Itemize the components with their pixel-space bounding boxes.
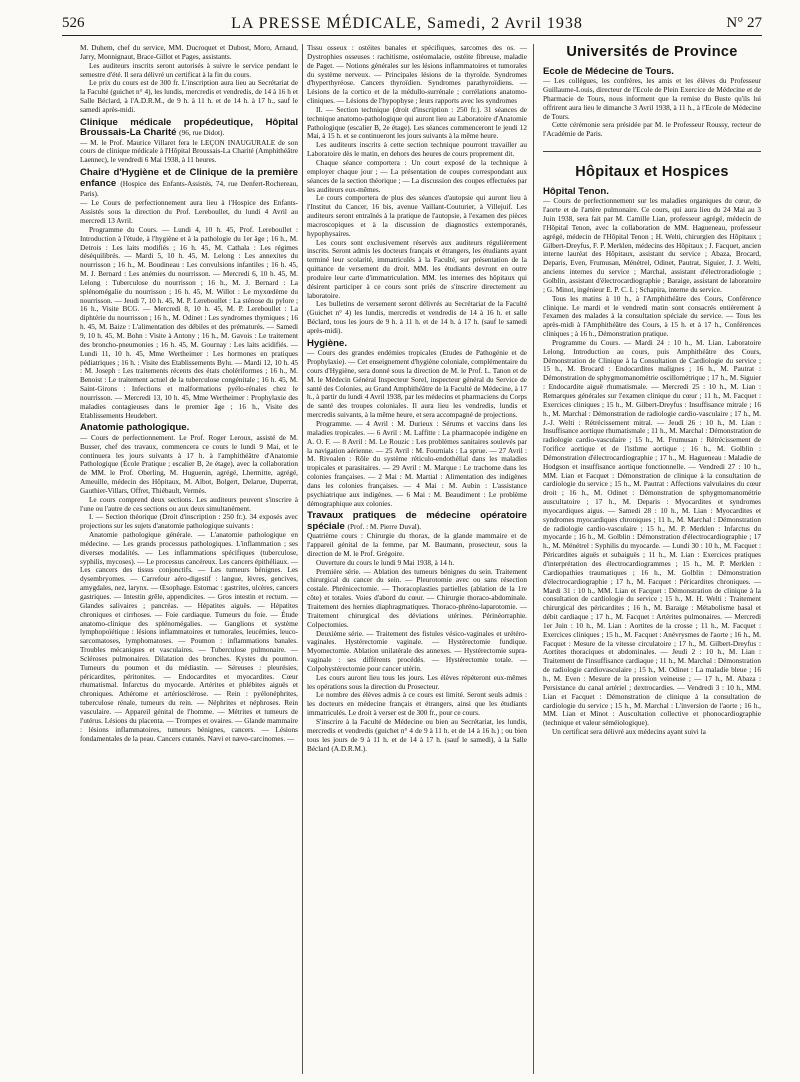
section-heading: Travaux pratiques de médecine opératoire spéciale (Prof. : M. Pierre Duval). bbox=[307, 510, 527, 532]
paragraph: M. Duhem, chef du service, MM. Ducroquet et Dubost, Moro, Arnaud, Jarry, Monnignaut, Brace-Gillot et Pages, assistants. bbox=[80, 44, 298, 61]
paragraph: Ouverture du cours le lundi 9 Mai 1938, à 14 h. bbox=[316, 558, 455, 567]
paragraph: Le cours comprend deux sections. Les auditeurs peuvent s'inscrire à l'une ou l'autre de ces sections ou aux deux simultanément. bbox=[80, 495, 298, 513]
paragraph: Programme du Cours. — Lundi 4, 10 h. 45, Prof. Lereboullet : Introduction à l'étude, à l'hygiène et à la pathologie du 1er âge ; 16 h., M. Detrois : Les laits modifiés ; 16 h. 45, M. Cathala : Les régimes déséquilibrés. — Mardi 5, 10 h. 45, M. Lelong : Les annexites du nourrisson ; 16 h., M. Boudineau : Les convulsions infantiles ; 16 h. 45, M. J. Bernard : Les anémies du nourrisson. — Mercredi 6, 10 h. 45, M. Lelong : Tuberculose du nourrisson ; 16 h., M. J. Bernard : La splénomégalie du nourrisson ; 16 h. 45, M. Willot : Le myxœdème du nourrisson. — Jeudi 7, 10 h. 45, M. P. Lereboullet : La sténose du pylore ; 16 h., Visite BCG. — Mercredi 8, 10 h. 45, M. P. Lereboullet : La diphtérie du nourrisson ; 16 h., M. Odinet : Les syndromes thymiques ; 16 h. 45, M. Baize : L'alimentation des débiles et des prématurés. — Samedi 9, 10 h. 45, M. Bohn : Visite à Antony ; 16 h., M. Gavois : Le traitement des broncho-pneumonies ; 16 h. 45, M. Gournay : Les laits acidifiés. — Lundi 11, 10 h. 45, Mme Wertheimer : Les hormones en pratiques pédiatriques ; 16 h. : Visite des Etablissements Bylu. — Mardi 12, 10 h. 45 : M. Joseph : Les traitements récents des états cholériformes ; 16 h., M. Benoist : Le traitement actuel de la tuberculose congénitale ; 16 h. 45, M. Saint-Girons : Infections et malformations pyélo-rénales chez le nourrisson. — Mercredi 13, 10 h. 45, Mme Wertheimer : Prophylaxie des maladies contagieuses dans le premier âge ; 16 h., Visite des Etablissements Heudebert. bbox=[80, 225, 298, 420]
paragraph: Quatrième cours : Chirurgie du thorax, de la glande mammaire et de l'appareil génital de la femme, par M. Baumann, prosecteur, sous la direction de M. le Prof. Grégoire. bbox=[307, 532, 527, 558]
paragraph: — Les collègues, les confrères, les amis et les élèves du Professeur Guillaume-Louis, directeur de l'Ecole de Plein Exercice de Médecine et de Pharmacie de Tours, nous informent que la remise du Buste qu'ils lui offrirent aura lieu le dimanche 3 Avril 1938, à 11 h., à l'Ecole de Médecine de Tours. bbox=[543, 77, 761, 121]
paragraph: — Le Cours de perfectionnement aura lieu à l'Hospice des Enfants-Assistés sous la direction du Prof. Lereboullet, du lundi 4 Avril au mercredi 13 Avril. bbox=[80, 199, 298, 225]
paragraph: — Cours des grandes endémies tropicales (Etudes de Pathogénie et de Prophylaxie). — Cet enseignement d'hygiène coloniale, complémentaire du cours d'Hygiène, sera donné sous la direction de M. le Prof. L. Tanon et de M. le Médecin Général Inspecteur Sorel, inspecteur général du Service de santé des Colonies, au Grand Amphithéâtre de la Faculté de Médecine, à 17 h., à partir du lundi 4 Avril 1938, par les médecins et pharmaciens du Corps de santé des troupes coloniales. Il aura lieu les vendredis, lundis et mercredis suivants, à la même heure, et sera accompagné de projections. bbox=[307, 349, 527, 420]
section-heading: Chaire d'Hygiène et de Clinique de la première enfance (Hospice des Enfants-Assistés, 74, rue Denfert-Rochereau, Paris). bbox=[80, 167, 298, 198]
paragraph: I. — Section théorique (Droit d'inscription : 250 fr.). 34 exposés avec projections sur les sujets d'anatomie pathologique suivants : bbox=[80, 513, 298, 531]
section-heading: Ecole de Médecine de Tours. bbox=[543, 65, 674, 77]
paragraph: S'inscrire à la Faculté de Médecine ou bien au Secrétariat, les lundis, mercredis et vendredis (guichet n° 4 de 9 à 11 h. et de 14 à 16 h.) ; ou bien tous les jours de 9 à 11 h. et de 14 à 17 h. (sauf le samedi), à la Salle Béclard (A.D.R.M.). bbox=[307, 717, 527, 753]
column-left bbox=[80, 44, 298, 1070]
journal-title: LA PRESSE MÉDICALE, Samedi, 2 Avril 1938 bbox=[231, 14, 583, 32]
paragraph: Tissu osseux : ostéites banales et spécifiques, sarcomes des os. — Dystrophies osseuses : rachitisme, ostéomalacie, ostéite fibreuse, maladie de Paget. — Notions générales sur les lésions inflammatoires et tumorales du système nerveux. — Principales lésions de la thyroïde. Syndromes d'hyperthyréose. Cancers thyroïdien. Syndromes parathyroïdiens. — Lésions de la cortico et de la médullo-surrénale ; corrélations anatomo-cliniques. — Lésions de l'hypophyse ; leurs rapports avec les syndromes bbox=[307, 44, 527, 106]
column-right bbox=[543, 44, 761, 1070]
paragraph: Première série. — Ablation des tumeurs bénignes du sein. Traitement chirurgical du cancer du sein. — Pleurotomie avec ou sans résection costale. Phrénicectomie. — Thoracoplasties partielles (ablation de la 1re côte) et totales. Voies d'abord du cœur. — Chirurgie thoraco-abdominale. Traitement des hernies diaphragmatiques. Thoraco-phréno-laparotomie. — Traitement chirurgical des déviations utérines. Périnéorraphie. Colpectomies. bbox=[307, 567, 527, 629]
paragraph: Tous les matins à 10 h., à l'Amphithéâtre des Cours, Conférence clinique. Le mardi et le vendredi matin sont consacrés entièrement à l'examen des malades à la consultation spéciale du service. — Tous les après-midi à l'Amphithéâtre des Cours, à 15 h. et à 17 h., Conférences cliniques ; à 16 h., Démonstration pratique. bbox=[543, 294, 761, 339]
column-middle bbox=[307, 44, 527, 1070]
paragraph: Anatomie pathologique générale. — L'anatomie pathologique en médecine. — Les grands processus pathologiques. L'inflammation ; ses diverses modalités. — Les inflammations spécifiques (tuberculose, syphilis, mycoses). — Le processus cancéreux. Les cancers épithéliaux. — Les cancers des tissus conjonctifs. — Les tumeurs bénignes. Les dysembryomes. — Carrefour aéro-digestif : langue, lèvres, gencives, amygdales, nez, larynx. — Œsophage. Estomac : gastrites, ulcères, cancers gastriques. — Intestin grêle, appendicites. — Gros intestin et rectum. — Glandes salivaires ; pancréas. — Hépatites aiguës. — Hépatites chroniques et cirrhoses. — Foie cardiaque. Tumeurs du foie. — Étude anatomo-clinique des splénomégalies. — Ganglions et système lymphopoïétique : lésions inflammatoires et tumorales, leucémies, leuco-sarcomatoses, lymphomatoses. — Poumon : inflammations banales. Troubles mécaniques et vasculaires. — Tuberculose pulmonaire. — Scléroses pulmonaires. Dilatation des bronches. Kystes du poumon. Tumeurs du poumon et du médiastin. — Séreuses : pleurésies, péricardites, péritonites. — Endocardites et myocardites. Cœur rhumatismal. Infarctus du myocarde. Artérites et phlébites aiguës et chroniques. Athérome et artériosclérose. — Rein : pyélonéphrites, tuberculose rénale, tumeurs du rein. — Néphrites et néphroses. Rein vasculaire. — Appareil génital de l'homme. — Métrites et tumeurs de l'utérus. Lésions du placenta. — Trompes et ovaires. — Glande mammaire : lésions inflammatoires, tumeurs bénignes, cancers. — Lésions fondamentales de la peau. Cancers cutanés. Nævi et nævo-carcinomes. — bbox=[80, 531, 298, 743]
paragraph: Deuxième série. — Traitement des fistules vésico-vaginales et urétéro-vaginales. Hystérectomie vaginale. — Hystérectomie fundique. Myomectomie. Ablation unilatérale des annexes. — Hystérectomie supra-vaginale : ses différents procédés. — Hystérectomie totale. — Colpohystérectomie pour cancer utérin. bbox=[307, 629, 527, 673]
paragraph: Le cours comportera de plus des séances d'autopsie qui auront lieu à l'Institut du Cancer, 16 bis, avenue Vaillant-Couturier, à Villejuif. Les auditeurs seront entraînés à la pratique de l'autopsie, à l'examen des pièces macroscopiques et à la discussion de diagnostics extemporanés, hypophysaires. bbox=[307, 194, 527, 238]
section-divider bbox=[543, 151, 761, 152]
paragraph: Les auditeurs inscrits à cette section technique pourront travailler au Laboratoire dès le matin, en dehors des heures de cours proprement dit. bbox=[307, 141, 527, 159]
paragraph: Les auditeurs inscrits seront autorisés à suivre le service pendant le semestre d'été. Il sera délivré un certificat à la fin du cours. bbox=[80, 61, 298, 79]
section-heading: Hygiène. bbox=[307, 337, 347, 349]
section-heading: Anatomie pathologique. bbox=[80, 422, 190, 434]
page-number: 526 bbox=[62, 15, 85, 31]
paragraph: Programme. — 4 Avril : M. Durieux : Sérums et vaccins dans les maladies tropicales. — 6 Avril : M. Laffitte : La pharmacopée indigène en A. O. F. — 8 Avril : M. Le Rouzic : Les problèmes sanitaires soulevés par la navigation aérienne. — 25 Avril : M. Fournials : La sprue. — 27 Avril : M. Rivoalen : Rôle du système réticulo-endothélial dans les maladies tropicales et parasitaires. — 29 Avril : M. Marque : Le trachome dans les colonies françaises. — 2 Mai : M. Martial : Alimentation des indigènes dans les colonies françaises. — 4 Mai : M. Aubin : L'assistance psychiatrique aux indigènes. — 6 Mai : M. Beaudiment : Le problème démographique aux colonies. bbox=[307, 420, 527, 508]
paragraph: Les cours auront lieu tous les jours. Les élèves répéteront eux-mêmes les opérations sous la direction du Prosecteur. bbox=[307, 673, 527, 691]
paragraph: — Cours de perfectionnement sur les maladies organiques du cœur, de l'aorte et de l'artère pulmonaire. Ce cours, qui aura lieu du 24 Mai au 3 Juin 1938, sera fait par M. Camille Lian, professeur agrégé, médecin de l'Hôpital Tenon, avec la collaboration de MM. Hagueneau, professeur agrégé, médecin de l'Hôpital Tenon ; H. Welti, chirurgien des Hôpitaux ; Gilbert-Dreyfus, F. P. Merklen, médecins des Hôpitaux ; J. Facquet, ancien interne lauréat des Hôpitaux, assistant du service ; Abaza, Brocard, Deparis, Even, Frumusan, Ménétrel, Odinet, Pautrat, Siguier, J. J. Welti, anciens internes du service ; Marchal, assistant d'électroradiologie ; Golblin, assistant d'électrocardiographie ; Baraige, assistant de laboratoire ; G. Minot, ingénieur E. P. C. I. ; Schapira, interne du service. bbox=[543, 197, 761, 294]
paragraph: Programme du Cours. — Mardi 24 : 10 h., M. Lian. Laboratoire Lelong. Introduction au cours, puis Amphithéâtre des Cours, Démonstration de Clinique à la Consultation de Cardiologie du service ; 15 h., M. Brocard : Endocardites malignes ; 16 h., M. Pautrat : Démonstration de sphygmomanométrie oscillométrique ; 17 h., M. Siguier : Endocardite aiguë rhumatismale. — Mercredi 25 : 10 h., M. Lian : Remarques générales sur l'examen clinique du cœur ; 11 h., M. Facquet : Exercices cliniques ; 15 h., M. Gilbert-Dreyfus : Insuffisance mitrale ; 16 h., M. Marchal : Démonstration de radiologie cardio-vasculaire ; 17 h., M. J.-J. Welti : Rétrécissement mitral. — Jeudi 26 : 10 h., M. Lian : Insuffisance aortique rhumatismale ; 11 h., M. Marchal : Démonstration de radiologie cardio-vasculaire ; 15 h., M. Frumusan : Rétrécissement de l'orifice aortique et de l'isthme aortique ; 16 h., M. Golblin : Démonstration d'électrocardiographie ; 17 h., M. Hagueneau : Maladie de Hodgson et insuffisance aortique fonctionnelle. — Vendredi 27 : 10 h., MM. Lian et Facquet : Démonstration de clinique à la consultation de cardiologie du service ; 15 h., M. Pautrat : Affections valvulaires du cœur droit ; 16 h., M. Odinet : Démonstration de sphygmomanométrie auscultatoire ; 17 h., M. Deparis : Myocardites et syndromes myocardiques aigus. — Samedi 28 : 10 h., M. Lian : Myocardites et syndromes myocardiques chroniques ; 11 h., M. Marchal : Démonstration de radiologie cardio-vasculaire ; 15 h., M. P. Merklen : Infarctus du myocarde ; 16 h., M. Golblin : Démonstration d'électrocardiographie ; 17 h., M. Ménétrel : Syphilis du myocarde. — Lundi 30 : 10 h., M. Facquet : Péricardites aiguës et subaiguës ; 11 h., M. Lian : Exercices pratiques d'interprétation des électrocardiogrammes ; 15 h., M. P. Merklen : Cardiopathies traumatiques ; 16 h., M. Golblin : Démonstration d'électrocardiographie ; 17 h., M. Facquet : Péricardites chroniques. — Mardi 31 : 10 h., MM. Lian et Facquet : Démonstration de clinique à la consultation de cardiologie du service ; 15 h., M. H. Welti : Traitement chirurgical des péricardites ; 16 h., M. Baraige : Métabolisme basal et débit cardiaque ; 17 h., M. Facquet : Artérites pulmonaires. — Mercredi 1er Juin : 10 h., M. Lian : Aortites de la crosse ; 11 h., M. Facquet : Exercices cliniques ; 15 h., M. Facquet : Anévrysmes de l'aorte ; 16 h., M. Facquet : Mesure de la vitesse circulatoire ; 17 h., M. Gilbert-Dreyfus : Aortites thoraciques et abdominales. — Jeudi 2 : 10 h., M. Lian : Traitement de l'insuffisance cardiaque ; 11 h., M. Marchal : Démonstration de radiologie cardiovasculaire ; 15 h., M. Odinet : La maladie bleue ; 16 h., M. Even : Mesure de la pression veineuse ; — 17 h., M. Abaza : Persistance du canal artériel ; dextrocardies. — Vendredi 3 : 10 h., MM. Lian et Facquet : Démonstration de clinique à la consultation de cardiologie du service ; 15 h., M. Marchal : L'inversion de l'aorte ; 16 h., MM. Lian et Minot : Auscultation collective et phonocardiographie (technique et valeur séméiologique). bbox=[543, 338, 761, 728]
paragraph: Les bulletins de versement seront délivrés au Secrétariat de la Faculté (Guichet n° 4) les lundis, mercredis et vendredis de 14 à 16 h. et salle Béclard, tous les jours de 9 h. à 11 h. et de 14 h. à 17 h. (sauf le samedi après-midi). bbox=[307, 300, 527, 335]
paragraph: II. — Section technique (droit d'inscription : 250 fr.). 31 séances de technique anatomo-pathologique qui auront lieu au Laboratoire d'Anatomie Pathologique (escalier B, 2e étage). Les séances commenceront le jeudi 12 Mai, à 15 h. et se continueront les jours suivants à la même heure. bbox=[307, 105, 527, 141]
column-divider bbox=[302, 44, 303, 1074]
paragraph: — Cours de perfectionnement. Le Prof. Roger Leroux, assisté de M. Busser, chef des travaux, commencera ce cours le lundi 9 Mai, et le continuera les jours suivants à 17 h. à l'amphithéâtre d'Anatomie Pathologique (École Pratique ; escalier B, 2e étage), avec la collaboration de MM. le Prof. Oberling, M. Huguenin, agrégé, Lhermitte, agrégé, Ameuille, médecin des Hôpitaux, M. Albot, Bolgert, Delarue, Duperrat, Gauthier-Villars, Offret, Thiébault, Vermès. bbox=[80, 433, 298, 495]
paragraph: Chaque séance comportera : Un court exposé de la technique à employer chaque jour ; — La présentation de coupes correspondant aux séances de la section théorique ; — La discussion des coupes effectuées par les auditeurs eux-mêmes. bbox=[307, 158, 527, 194]
section-title: Hôpitaux et Hospices bbox=[575, 164, 729, 181]
section-heading: Clinique médicale propédeutique, Hôpital Broussais-La Charité (96, rue Didot). bbox=[80, 116, 298, 139]
paragraph: — M. le Prof. Maurice Villaret fera le LEÇON INAUGURALE de son cours de clinique médicale à l'Hôpital Broussais-La Charité (Amphithéâtre Laennec), le vendredi 6 Mai 1938, à 11 heures. bbox=[80, 138, 298, 165]
paragraph: Un certificat sera délivré aux médecins ayant suivi la bbox=[552, 728, 706, 737]
paragraph: Le nombre des élèves admis à ce cours est limité. Seront seuls admis : les docteurs en médecine français et étrangers, ainsi que les étudiants immatriculés. Le droit à verser est de 300 fr., pour ce cours. bbox=[307, 691, 527, 718]
issue-number: N° 27 bbox=[726, 15, 762, 31]
section-title: Universités de Province bbox=[566, 44, 738, 60]
section-heading: Hôpital Tenon. bbox=[543, 186, 609, 197]
paragraph: Le prix du cours est de 300 fr. L'inscription aura lieu au Secrétariat de la Faculté (guichet n° 4), les lundis, mercredis et vendredis, de 14 à 16 h et Salle Béclard, à l'A.D.R.M., de 9 h. à 11 h. et de 14 h. à 17 h., sauf le samedi après-midi. bbox=[80, 79, 298, 114]
column-divider bbox=[533, 44, 534, 1074]
page-header bbox=[62, 12, 762, 36]
paragraph: Les cours sont exclusivement réservés aux auditeurs régulièrement inscrits. Seront admis les docteurs français et étrangers, les étudiants ayant terminé leur scolarité, immatriculés à la Faculté, sur présentation de la quittance de versement du droit. MM. les étudiants devront en outre produire leur carte d'immatriculation. MM. les internes des hôpitaux qui désirent participer à ce cours sont priés de s'inscrire directement au laboratoire. bbox=[307, 238, 527, 300]
paragraph: Cette cérémonie sera présidée par M. le Professeur Roussy, recteur de l'Académie de Paris. bbox=[543, 121, 761, 139]
